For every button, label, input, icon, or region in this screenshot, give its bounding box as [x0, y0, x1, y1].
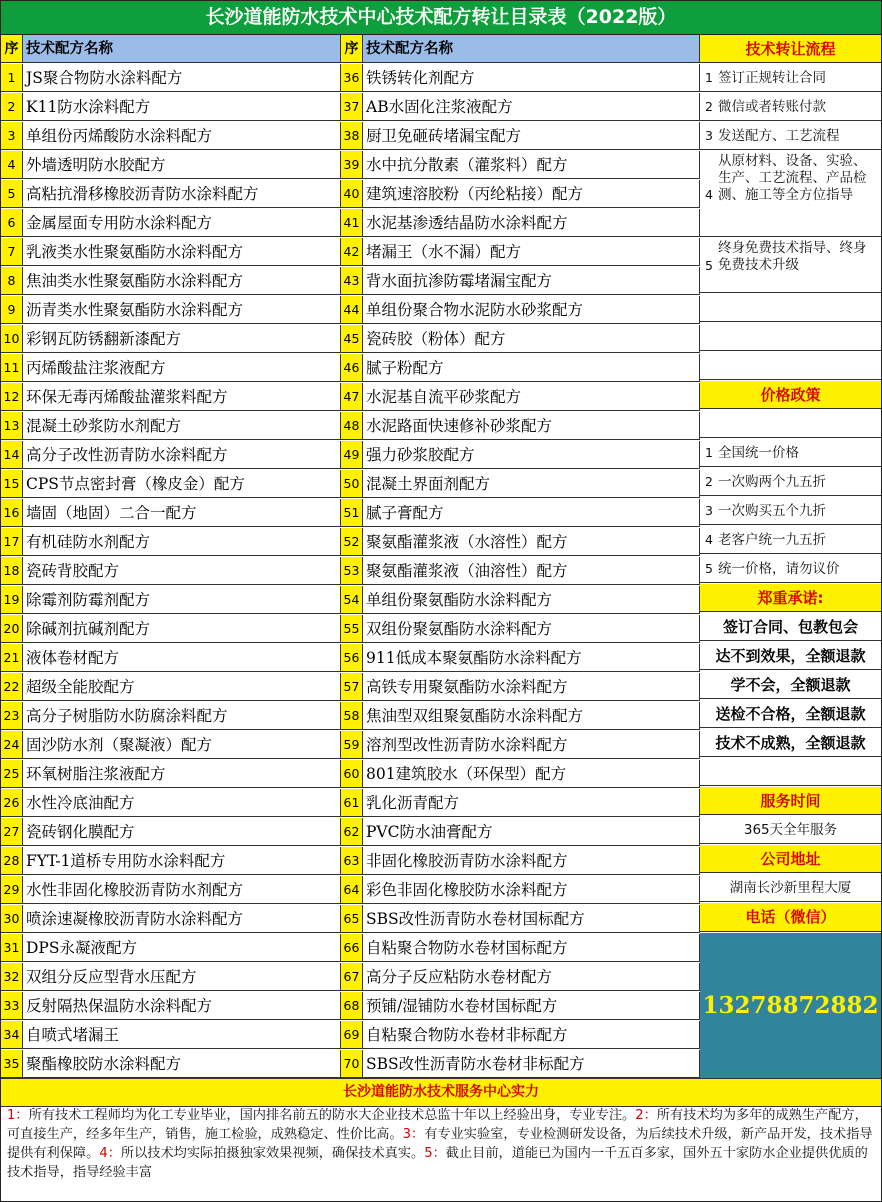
promise-item: 达不到效果，全额退款: [700, 642, 881, 670]
process-step: [700, 122, 881, 150]
row-number: 48: [341, 412, 363, 440]
formula-name: 高铁专用聚氨酯防水涂料配方: [363, 673, 700, 701]
row-number: 29: [1, 876, 23, 904]
formula-name: 强力砂浆胶配方: [363, 441, 700, 469]
formula-name: CPS节点密封膏（橡皮金）配方: [23, 470, 341, 498]
promise-item: 签订合同、包教包会: [700, 613, 881, 641]
process-step: [700, 151, 881, 237]
formula-name: 超级全能胶配方: [23, 673, 341, 701]
formula-name: DPS永凝液配方: [23, 934, 341, 962]
formula-name: 水泥基渗透结晶防水涂料配方: [363, 209, 700, 237]
formula-name: 水中抗分散素（灌浆料）配方: [363, 151, 700, 179]
step-text: 终身免费技术指导、终身免费技术升级: [718, 240, 867, 273]
formula-name: 环保无毒丙烯酸盐灌浆料配方: [23, 383, 341, 411]
formula-name: 非固化橡胶沥青防水涂料配方: [363, 847, 700, 875]
formula-name: 喷涂速凝橡胶沥青防水涂料配方: [23, 905, 341, 933]
row-number: 28: [1, 847, 23, 875]
pricing-title: 价格政策: [700, 381, 881, 409]
row-number: 40: [341, 180, 363, 208]
formula-name: JS聚合物防水涂料配方: [23, 64, 341, 92]
row-number: 65: [341, 905, 363, 933]
row-number: 62: [341, 818, 363, 846]
promise-item: 技术不成熟，全额退款: [700, 729, 881, 757]
row-number: 4: [1, 151, 23, 179]
formula-name: 腻子粉配方: [363, 354, 700, 382]
footer-strengths: [7, 1106, 875, 1182]
formula-name: 自粘聚合物防水卷材非标配方: [363, 1021, 700, 1049]
row-number: 2: [1, 93, 23, 121]
row-number: 52: [341, 528, 363, 556]
row-number: 37: [341, 93, 363, 121]
row-number: 53: [341, 557, 363, 585]
row-number: 54: [341, 586, 363, 614]
formula-name: 金属屋面专用防水涂料配方: [23, 209, 341, 237]
row-number: 5: [1, 180, 23, 208]
formula-name: 溶剂型改性沥青防水涂料配方: [363, 731, 700, 759]
formula-name: 水性冷底油配方: [23, 789, 341, 817]
row-number: 13: [1, 412, 23, 440]
row-number: 50: [341, 470, 363, 498]
row-number: 24: [1, 731, 23, 759]
formula-name: 外墙透明防水胶配方: [23, 151, 341, 179]
formula-name: 高分子树脂防水防腐涂料配方: [23, 702, 341, 730]
step-number: 1: [705, 70, 713, 85]
formula-name: 沥青类水性聚氨酯防水涂料配方: [23, 296, 341, 324]
service-text: 365天全年服务: [700, 816, 881, 844]
service-title: 服务时间: [700, 787, 881, 815]
row-number: 23: [1, 702, 23, 730]
promise-item: 学不会，全额退款: [700, 671, 881, 699]
promise-item: 送检不合格，全额退款: [700, 700, 881, 728]
step-text: 统一价格，请勿议价: [718, 561, 840, 577]
formula-name: 墙固（地固）二合一配方: [23, 499, 341, 527]
row-number: 70: [341, 1050, 363, 1078]
formula-name: 厨卫免砸砖堵漏宝配方: [363, 122, 700, 150]
step-text: 签订正规转让合同: [718, 70, 826, 86]
footer-point-text: 所有技术工程师均为化工专业毕业，国内排名前五的防水大企业技术总监十年以上经验出身，专业专注。: [28, 1108, 636, 1123]
row-number: 25: [1, 760, 23, 788]
footer-title: 长沙道能防水技术服务中心实力: [1, 1078, 881, 1107]
row-number: 26: [1, 789, 23, 817]
formula-name: 水泥路面快速修补砂浆配方: [363, 412, 700, 440]
process-step: [700, 64, 881, 92]
step-number: 2: [705, 474, 713, 489]
row-number: 36: [341, 64, 363, 92]
step-number: 4: [705, 532, 713, 547]
row-number: 45: [341, 325, 363, 353]
formula-name: 瓷砖钢化膜配方: [23, 818, 341, 846]
formula-name: 丙烯酸盐注浆液配方: [23, 354, 341, 382]
formula-name: 液体卷材配方: [23, 644, 341, 672]
header-num-left: 序: [1, 35, 23, 63]
step-text: 发送配方、工艺流程: [718, 128, 840, 144]
step-text: 一次购买五个九折: [718, 503, 826, 519]
row-number: 69: [341, 1021, 363, 1049]
footer-point-number: 1：: [7, 1108, 29, 1123]
row-number: 67: [341, 963, 363, 991]
row-number: 35: [1, 1050, 23, 1078]
step-text: 一次购两个九五折: [718, 474, 826, 490]
formula-name: PVC防水油膏配方: [363, 818, 700, 846]
row-number: 21: [1, 644, 23, 672]
formula-name: 有机硅防水剂配方: [23, 528, 341, 556]
row-number: 63: [341, 847, 363, 875]
formula-name: 911低成本聚氨酯防水涂料配方: [363, 644, 700, 672]
formula-name: 高分子反应粘防水卷材配方: [363, 963, 700, 991]
formula-name: FYT-1道桥专用防水涂料配方: [23, 847, 341, 875]
formula-name: 单组份聚氨酯防水涂料配方: [363, 586, 700, 614]
step-text: 从原材料、设备、实验、生产、工艺流程、产品检测、施工等全方位指导: [718, 153, 867, 203]
row-number: 56: [341, 644, 363, 672]
row-number: 8: [1, 267, 23, 295]
row-number: 38: [341, 122, 363, 150]
formula-name: 双组份聚氨酯防水涂料配方: [363, 615, 700, 643]
row-number: 3: [1, 122, 23, 150]
row-number: 64: [341, 876, 363, 904]
row-number: 60: [341, 760, 363, 788]
row-number: 9: [1, 296, 23, 324]
formula-name: 除碱剂抗碱剂配方: [23, 615, 341, 643]
row-number: 44: [341, 296, 363, 324]
row-number: 19: [1, 586, 23, 614]
step-number: 3: [705, 503, 713, 518]
row-number: 59: [341, 731, 363, 759]
formula-name: SBS改性沥青防水卷材非标配方: [363, 1050, 700, 1078]
formula-name: 乳化沥青配方: [363, 789, 700, 817]
formula-name: 聚氨酯灌浆液（油溶性）配方: [363, 557, 700, 585]
row-number: 27: [1, 818, 23, 846]
row-number: 32: [1, 963, 23, 991]
formula-name: 高粘抗滑移橡胶沥青防水涂料配方: [23, 180, 341, 208]
pricing-item: [700, 526, 881, 554]
step-number: 2: [705, 99, 713, 114]
formula-name: 混凝土界面剂配方: [363, 470, 700, 498]
row-number: 12: [1, 383, 23, 411]
step-number: 5: [705, 561, 713, 576]
formula-name: 单组份丙烯酸防水涂料配方: [23, 122, 341, 150]
footer-point-text: 有专业实验室，专业检测研发设备，为后续技术升级，新产品开发，技术指导提供有利保障。: [7, 1127, 873, 1161]
formula-name: 彩色非固化橡胶防水涂料配方: [363, 876, 700, 904]
formula-name: 建筑速溶胶粉（丙纶粘接）配方: [363, 180, 700, 208]
formula-name: 堵漏王（水不漏）配方: [363, 238, 700, 266]
formula-name: 彩钢瓦防锈翻新漆配方: [23, 325, 341, 353]
formula-name: AB水固化注浆液配方: [363, 93, 700, 121]
row-number: 1: [1, 64, 23, 92]
formula-name: 焦油型双组聚氨酯防水涂料配方: [363, 702, 700, 730]
contact-title: 电话（微信）: [700, 903, 881, 932]
header-name-left: 技术配方名称: [23, 35, 341, 63]
formula-name: 腻子膏配方: [363, 499, 700, 527]
formula-name: SBS改性沥青防水卷材国标配方: [363, 905, 700, 933]
promise-title: 郑重承诺:: [700, 584, 881, 612]
pricing-item: [700, 497, 881, 525]
formula-name: 高分子改性沥青防水涂料配方: [23, 441, 341, 469]
row-number: 31: [1, 934, 23, 962]
blank-cell: [700, 294, 881, 322]
row-number: 10: [1, 325, 23, 353]
formula-name: 801建筑胶水（环保型）配方: [363, 760, 700, 788]
step-text: 微信或者转账付款: [718, 99, 826, 115]
row-number: 46: [341, 354, 363, 382]
footer-point-number: 2：: [635, 1108, 657, 1123]
formula-name: 瓷砖背胶配方: [23, 557, 341, 585]
formula-name: K11防水涂料配方: [23, 93, 341, 121]
formula-name: 混凝土砂浆防水剂配方: [23, 412, 341, 440]
process-title: 技术转让流程: [700, 35, 881, 63]
header-name-right: 技术配方名称: [363, 35, 700, 63]
process-step: [700, 93, 881, 121]
step-number: 4: [705, 186, 713, 202]
blank-cell: [700, 410, 881, 438]
row-number: 30: [1, 905, 23, 933]
pricing-item: [700, 468, 881, 496]
footer-point-number: 4：: [99, 1146, 121, 1161]
formula-name: 环氧树脂注浆液配方: [23, 760, 341, 788]
row-number: 43: [341, 267, 363, 295]
formula-name: 聚酯橡胶防水涂料配方: [23, 1050, 341, 1078]
formula-name: 焦油类水性聚氨酯防水涂料配方: [23, 267, 341, 295]
footer-point-text: 所以技术均实际拍摄独家效果视频，确保技术真实。: [120, 1146, 425, 1161]
formula-name: 水性非固化橡胶沥青防水剂配方: [23, 876, 341, 904]
step-number: 1: [705, 445, 713, 460]
row-number: 15: [1, 470, 23, 498]
header-num-right: 序: [341, 35, 363, 63]
row-number: 57: [341, 673, 363, 701]
step-text: 老客户统一九五折: [718, 532, 826, 548]
footer-point-text: 所有技术均为多年的成熟生产配方，可直接生产，经多年生产，销售，施工检验，成熟稳定、性价比高。: [7, 1108, 868, 1142]
blank-cell: [700, 323, 881, 351]
row-number: 55: [341, 615, 363, 643]
row-number: 16: [1, 499, 23, 527]
row-number: 17: [1, 528, 23, 556]
row-number: 18: [1, 557, 23, 585]
footer-point-text: 截止目前，道能已为国内一千五百多家，国外五十家防水企业提供优质的技术指导，指导经验丰富: [7, 1146, 868, 1180]
address-title: 公司地址: [700, 845, 881, 873]
row-number: 22: [1, 673, 23, 701]
pricing-item: [700, 439, 881, 467]
row-number: 47: [341, 383, 363, 411]
formula-name: 聚氨酯灌浆液（水溶性）配方: [363, 528, 700, 556]
row-number: 49: [341, 441, 363, 469]
row-number: 61: [341, 789, 363, 817]
address-text: 湖南长沙新里程大厦: [700, 874, 881, 902]
row-number: 68: [341, 992, 363, 1020]
formula-name: 背水面抗渗防霉堵漏宝配方: [363, 267, 700, 295]
formula-name: 反射隔热保温防水涂料配方: [23, 992, 341, 1020]
footer-point-number: 3：: [402, 1127, 425, 1142]
step-number: 5: [705, 258, 713, 273]
row-number: 11: [1, 354, 23, 382]
footer-point-number: 5：: [424, 1146, 446, 1161]
formula-name: 自喷式堵漏王: [23, 1021, 341, 1049]
row-number: 58: [341, 702, 363, 730]
row-number: 34: [1, 1021, 23, 1049]
row-number: 66: [341, 934, 363, 962]
step-text: 全国统一价格: [718, 445, 799, 461]
row-number: 7: [1, 238, 23, 266]
formula-name: 乳液类水性聚氨酯防水涂料配方: [23, 238, 341, 266]
sheet-title: 长沙道能防水技术中心技术配方转让目录表（2022版）: [1, 1, 881, 35]
formula-name: 水泥基自流平砂浆配方: [363, 383, 700, 411]
step-number: 3: [705, 128, 713, 143]
blank-cell: [700, 758, 881, 786]
formula-name: 预铺/湿铺防水卷材国标配方: [363, 992, 700, 1020]
row-number: 20: [1, 615, 23, 643]
pricing-item: [700, 555, 881, 583]
formula-name: 自粘聚合物防水卷材国标配方: [363, 934, 700, 962]
process-step: [700, 238, 881, 293]
formula-name: 瓷砖胶（粉体）配方: [363, 325, 700, 353]
formula-name: 固沙防水剂（聚凝液）配方: [23, 731, 341, 759]
row-number: 33: [1, 992, 23, 1020]
row-number: 14: [1, 441, 23, 469]
row-number: 39: [341, 151, 363, 179]
row-number: 6: [1, 209, 23, 237]
blank-cell: [700, 352, 881, 380]
row-number: 41: [341, 209, 363, 237]
formula-name: 除霉剂防霉剂配方: [23, 586, 341, 614]
row-number: 51: [341, 499, 363, 527]
phone-number: 13278872882: [700, 933, 881, 1078]
row-number: 42: [341, 238, 363, 266]
formula-name: 单组份聚合物水泥防水砂浆配方: [363, 296, 700, 324]
formula-name: 铁锈转化剂配方: [363, 64, 700, 92]
formula-name: 双组分反应型背水压配方: [23, 963, 341, 991]
